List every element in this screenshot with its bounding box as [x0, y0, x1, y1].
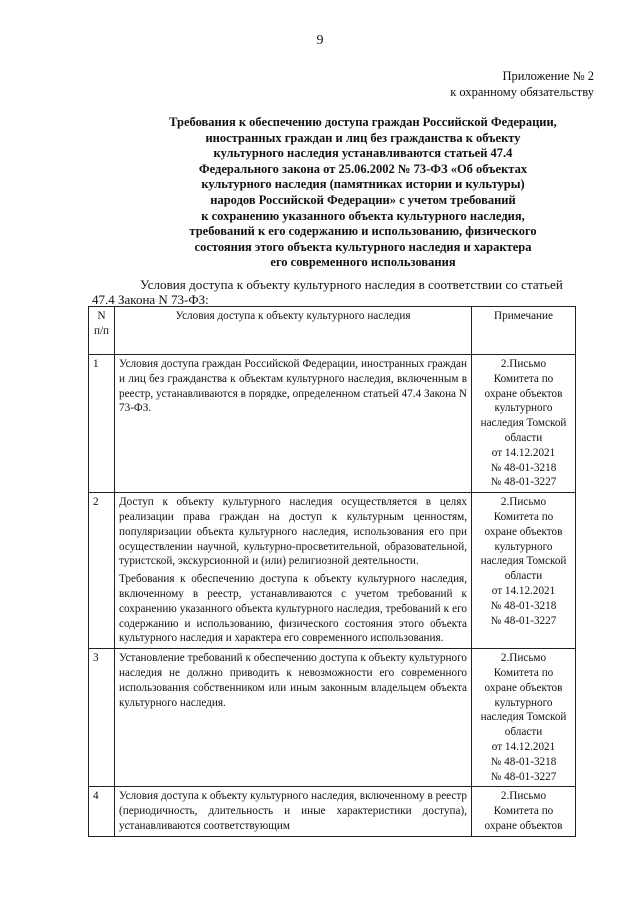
table-row	[89, 355, 576, 493]
row-number: 4	[89, 787, 115, 836]
note-line: от 14.12.2021	[491, 446, 556, 459]
intro-paragraph	[92, 277, 602, 307]
note-line: охране объектов	[484, 681, 563, 694]
title-line: Требования к обеспечению доступа граждан Российской Федерации,	[169, 115, 557, 129]
row-note	[472, 355, 576, 493]
table-body	[89, 355, 576, 837]
title-line: культурного наследия устанавливаются статьей 47.4	[213, 146, 513, 161]
title-line: иностранных граждан и лиц без гражданства к объекту	[205, 130, 521, 145]
condition-paragraph: Условия доступа к объекту культурного наследия, включенному в реестр (периодичность, длительность и иные характеристики доступа), устанавливаются соответствующим	[119, 790, 467, 832]
access-conditions-table	[88, 306, 576, 837]
row-note	[472, 493, 576, 649]
note-line: Комитета по	[493, 805, 554, 818]
note-line: Комитета по	[493, 510, 554, 523]
title-line: состояния этого объекта культурного наследия и характера	[194, 239, 532, 254]
note-line: от 14.12.2021	[491, 584, 556, 597]
intro-line: 47.4 Закона N 73-ФЗ:	[92, 292, 209, 307]
row-conditions	[115, 787, 472, 836]
condition-paragraph: Доступ к объекту культурного наследия осуществляется в целях реализации права граждан на доступ к культурным ценностям, популяризации объекта культурного наследия, использования его при осуществлении научной, культурно-просветительной, образовательной, туристской, экскурсионной и (или) религиозной деятельности.	[119, 496, 467, 568]
note-line: охране объектов	[484, 525, 563, 538]
header-note: Примечание	[472, 307, 576, 355]
row-number: 2	[89, 493, 115, 649]
note-line: Комитета по	[493, 372, 554, 385]
table-header-row	[89, 307, 576, 355]
note-line: 2.Письмо	[500, 652, 547, 665]
note-line: № 48-01-3218	[490, 461, 557, 474]
note-line: № 48-01-3227	[490, 614, 557, 627]
note-line: № 48-01-3218	[490, 755, 557, 768]
row-conditions	[115, 649, 472, 787]
note-line: охране объектов	[484, 387, 563, 400]
note-line: наследия Томской	[480, 417, 567, 430]
note-line: 2.Письмо	[500, 358, 547, 370]
row-conditions	[115, 493, 472, 649]
appendix-subtitle: к охранному обязательству	[450, 85, 594, 99]
condition-paragraph: Требования к обеспечению доступа к объекту культурного наследия, включенному в реестр, устанавливаются с учетом требований к сохранению указанного объекта культурного наследия, требований к его содержанию и использованию, физического состояния этого объекта культурного наследия и характера его современного использования.	[119, 573, 467, 645]
row-number: 3	[89, 649, 115, 787]
table-row	[89, 649, 576, 787]
title-line: народов Российской Федерации» с учетом требований	[210, 192, 516, 207]
header-number: N п/п	[89, 307, 115, 355]
note-line: культурного	[494, 402, 553, 415]
row-note	[472, 649, 576, 787]
note-line: наследия Томской	[480, 711, 567, 724]
intro-line: Условия доступа к объекту культурного наследия в соответствии со статьей	[140, 277, 563, 292]
row-number: 1	[89, 355, 115, 493]
appendix-title: Приложение № 2	[502, 69, 594, 83]
title-line: к сохранению указанного объекта культурного наследия,	[201, 208, 525, 223]
condition-paragraph: Условия доступа граждан Российской Федерации, иностранных граждан и лиц без гражданства к объектам культурного наследия, включенным в реестр, устанавливаются в порядке, определенном статьей 47.4 Закона N 73-ФЗ.	[119, 358, 467, 415]
table-row	[89, 787, 576, 836]
row-conditions	[115, 355, 472, 493]
title-line: его современного использования	[270, 255, 456, 270]
table-row	[89, 493, 576, 649]
title-line: культурного наследия (памятниках истории и культуры)	[201, 177, 525, 192]
condition-paragraph: Установление требований к обеспечению доступа к объекту культурного наследия не должно приводить к невозможности его современного использования собственником или иным законным владельцем объекта культурного наследия.	[119, 652, 467, 709]
note-line: от 14.12.2021	[491, 740, 556, 753]
title-line: Федерального закона от 25.06.2002 № 73-ФЗ «Об объектах	[198, 161, 528, 176]
row-note	[472, 787, 576, 836]
note-line: области	[504, 431, 543, 444]
page-number: 9	[316, 33, 324, 48]
document-title	[140, 115, 586, 271]
note-line: № 48-01-3218	[490, 599, 557, 612]
note-line: № 48-01-3227	[490, 476, 557, 489]
note-line: наследия Томской	[480, 555, 567, 568]
note-line: охране объектов	[484, 819, 563, 832]
note-line: 2.Письмо	[500, 790, 547, 803]
note-line: Комитета по	[493, 666, 554, 679]
note-line: культурного	[494, 540, 553, 553]
title-line: требований к его содержанию и использованию, физического	[189, 224, 537, 239]
appendix-header	[450, 68, 594, 100]
note-line: области	[504, 726, 543, 739]
note-line: 2.Письмо	[500, 496, 547, 509]
note-line: культурного	[494, 696, 553, 709]
note-line: области	[504, 570, 543, 583]
note-line: № 48-01-3227	[490, 770, 557, 783]
header-conditions: Условия доступа к объекту культурного наследия	[115, 307, 472, 355]
